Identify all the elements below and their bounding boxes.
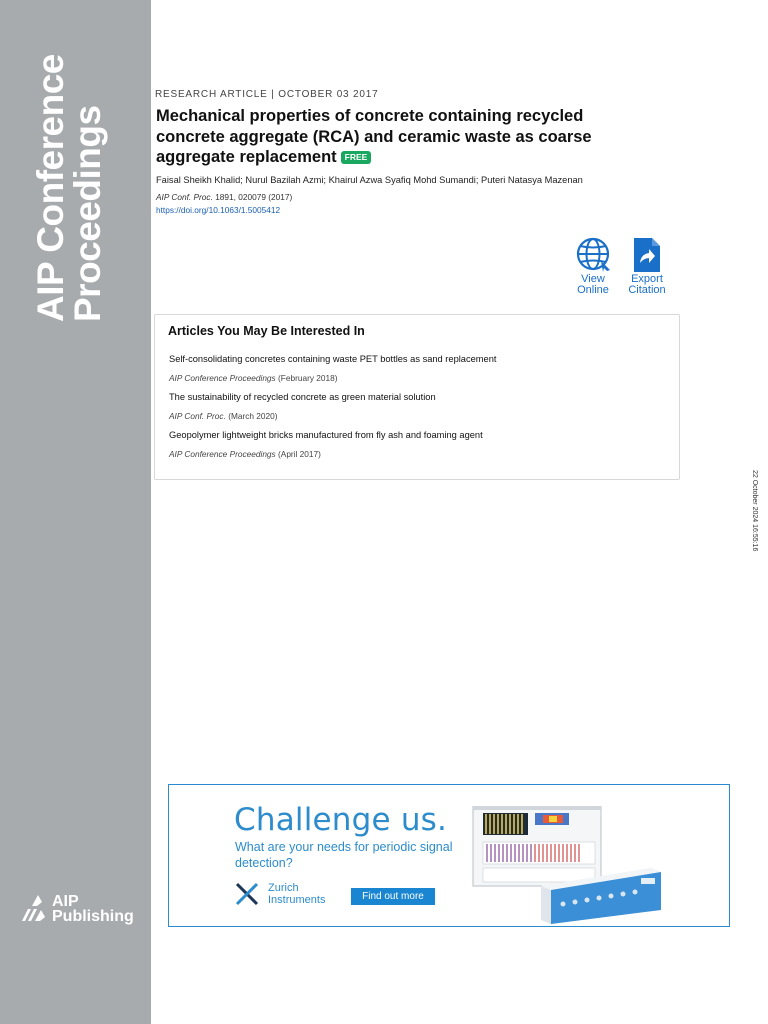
publication-date: OCTOBER 03 2017: [278, 89, 379, 100]
doi-link[interactable]: https://doi.org/10.1063/1.5005412: [156, 205, 281, 215]
export-document-icon: [632, 237, 662, 273]
find-out-more-button[interactable]: Find out more: [351, 888, 435, 905]
related-article-source: [169, 373, 338, 383]
journal-sidebar: [0, 0, 151, 1024]
author-list[interactable]: Faisal Sheikh Khalid; Nurul Bazilah Azmi; Khairul Azwa Syafiq Mohd Sumandi; Puteri Natasya Mazenan: [156, 175, 583, 185]
related-article-date: (February 2018): [278, 373, 338, 383]
journal-name[interactable]: [32, 2, 106, 322]
publisher-name-line2: Publishing: [52, 908, 134, 925]
ad-brand-line1: Zurich: [268, 882, 299, 894]
aip-logo-icon: [18, 893, 50, 925]
article-title-block: [156, 106, 656, 168]
related-article-title[interactable]: Geopolymer lightweight bricks manufactured from fly ash and foaming agent: [169, 430, 483, 440]
journal-name-line1: AIP Conference: [30, 54, 71, 322]
zurich-instruments-logo: [234, 881, 325, 907]
related-article-journal: AIP Conference Proceedings: [169, 373, 276, 383]
related-article-journal: AIP Conference Proceedings: [169, 449, 276, 459]
ad-headline: Challenge us.: [234, 802, 448, 838]
related-articles-heading: Articles You May Be Interested In: [168, 324, 365, 338]
view-online-button[interactable]: [571, 237, 615, 296]
export-citation-label-2: Citation: [628, 284, 666, 296]
download-timestamp: [750, 470, 760, 560]
article-title: Mechanical properties of concrete containing recycled concrete aggregate (RCA) and ceramic waste as coarse aggregate replacement: [156, 107, 592, 166]
zurich-x-icon: [234, 881, 260, 907]
journal-abbreviation: AIP Conf. Proc.: [156, 192, 213, 202]
export-citation-label-1: Export: [631, 273, 663, 285]
article-meta: [155, 89, 378, 100]
related-article-title[interactable]: Self-consolidating concretes containing waste PET bottles as sand replacement: [169, 354, 497, 364]
download-timestamp-text: 22 October 2024 16:55:16: [751, 470, 758, 552]
citation-line: [156, 192, 292, 202]
meta-separator: |: [271, 89, 275, 100]
instrument-product-image: [471, 806, 729, 927]
journal-name-line2: Proceedings: [67, 105, 108, 322]
globe-icon: [574, 237, 612, 273]
related-article-journal: AIP Conf. Proc.: [169, 411, 226, 421]
article-type: RESEARCH ARTICLE: [155, 89, 268, 100]
aip-publishing-logo[interactable]: [18, 893, 134, 925]
related-article-source: [169, 411, 278, 421]
view-online-label-2: Online: [577, 284, 609, 296]
related-article-date: (March 2020): [228, 411, 278, 421]
free-badge: FREE: [341, 151, 372, 164]
ad-subline: What are your needs for periodic signal detection?: [235, 840, 453, 870]
related-article-date: (April 2017): [278, 449, 321, 459]
export-citation-button[interactable]: [622, 237, 672, 296]
advertisement-banner[interactable]: [168, 784, 730, 927]
publisher-name-line1: AIP: [52, 893, 79, 910]
related-article-title[interactable]: The sustainability of recycled concrete as green material solution: [169, 392, 436, 402]
related-articles-panel: [154, 314, 680, 480]
related-article-source: [169, 449, 321, 459]
volume-info: 1891, 020079 (2017): [215, 192, 293, 202]
view-online-label-1: View: [581, 273, 605, 285]
ad-brand-line2: Instruments: [268, 894, 326, 906]
